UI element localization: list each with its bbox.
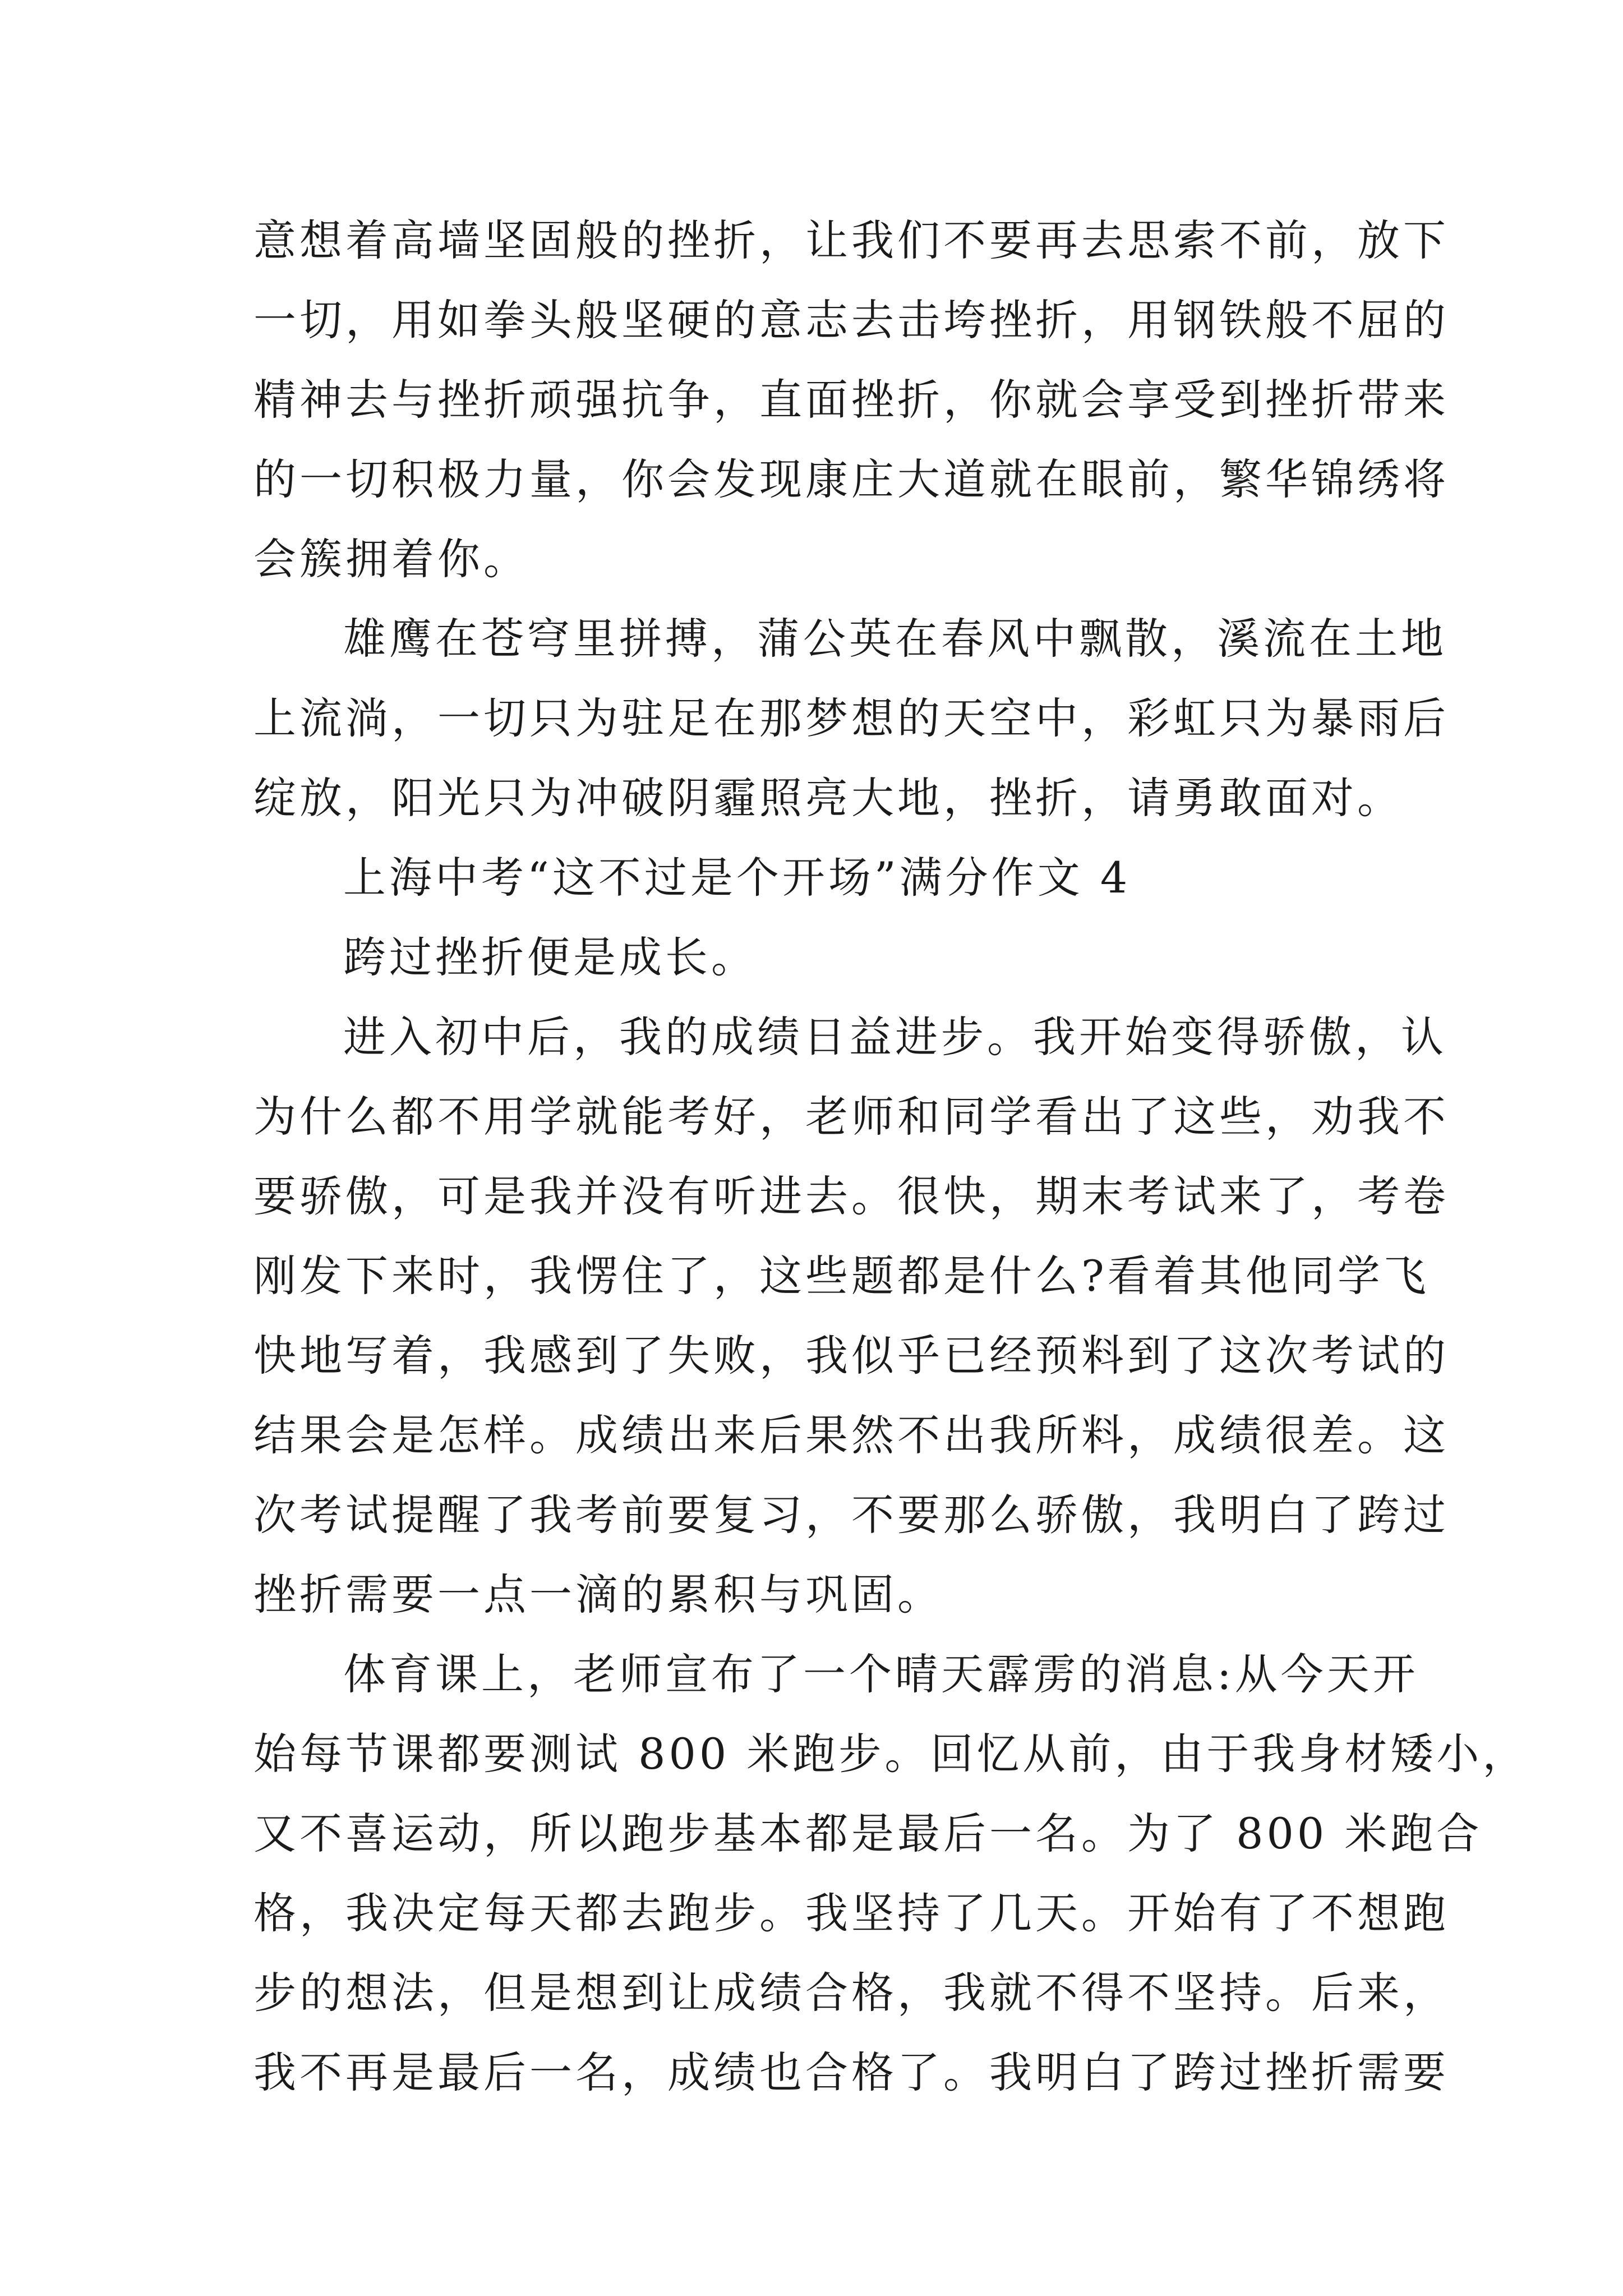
essay-title — [253, 838, 1375, 918]
text-line: 要骄傲，可是我并没有听进去。很快，期末考试来了，考卷 — [253, 1171, 1449, 1221]
paragraph-1 — [253, 201, 1449, 599]
paragraph-6 — [253, 1635, 1529, 2113]
paragraph-2 — [253, 599, 1449, 838]
text-line: 又不喜运动，所以跑步基本都是最后一名。为了 800 米跑合 — [253, 1809, 1483, 1858]
text-line: 进入初中后，我的成绩日益进步。我开始变得骄傲，认 — [343, 1012, 1447, 1062]
text-line: 挫折需要一点一滴的累积与巩固。 — [253, 1570, 943, 1619]
text-line: 会簇拥着你。 — [253, 534, 529, 584]
text-line: 雄鹰在苍穹里拼搏，蒲公英在春风中飘散，溪流在土地 — [343, 614, 1447, 664]
text-line: 绽放，阳光只为冲破阴霾照亮大地，挫折，请勇敢面对。 — [253, 773, 1403, 823]
text-line: 刚发下来时，我愣住了，这些题都是什么?看着其他同学飞 — [253, 1251, 1430, 1301]
text-line: 上海中考“这不过是个开场”满分作文 4 — [343, 853, 1131, 903]
document-body — [253, 201, 1529, 2113]
text-line: 一切，用如拳头般坚硬的意志去击垮挫折，用钢铁般不屈的 — [253, 295, 1449, 345]
essay-subtitle — [253, 918, 1375, 997]
text-line: 快地写着，我感到了失败，我似乎已经预料到了这次考试的 — [253, 1331, 1449, 1381]
text-line: 我不再是最后一名，成绩也合格了。我明白了跨过挫折需要 — [253, 2047, 1449, 2097]
text-line: 跨过挫折便是成长。 — [343, 932, 757, 982]
text-line: 为什么都不用学就能考好，老师和同学看出了这些，劝我不 — [253, 1092, 1449, 1142]
text-line: 步的想法，但是想到让成绩合格，我就不得不坚持。后来， — [253, 1968, 1449, 2018]
text-line: 上流淌，一切只为驻足在那梦想的天空中，彩虹只为暴雨后 — [253, 693, 1449, 743]
text-line: 始每节课都要测试 800 米跑步。回忆从前，由于我身材矮小， — [253, 1729, 1529, 1779]
text-line: 次考试提醒了我考前要复习，不要那么骄傲，我明白了跨过 — [253, 1490, 1449, 1540]
text-line: 结果会是怎样。成绩出来后果然不出我所料，成绩很差。这 — [253, 1410, 1449, 1460]
text-line: 体育课上，老师宣布了一个晴天霹雳的消息:从今天开 — [343, 1649, 1419, 1699]
text-line: 的一切积极力量，你会发现康庄大道就在眼前，繁华锦绣将 — [253, 454, 1449, 504]
text-line: 精神去与挫折顽强抗争，直面挫折，你就会享受到挫折带来 — [253, 375, 1449, 425]
text-line: 意想着高墙坚固般的挫折，让我们不要再去思索不前，放下 — [253, 215, 1449, 265]
paragraph-5 — [253, 997, 1449, 1635]
text-line: 格，我决定每天都去跑步。我坚持了几天。开始有了不想跑 — [253, 1888, 1449, 1938]
